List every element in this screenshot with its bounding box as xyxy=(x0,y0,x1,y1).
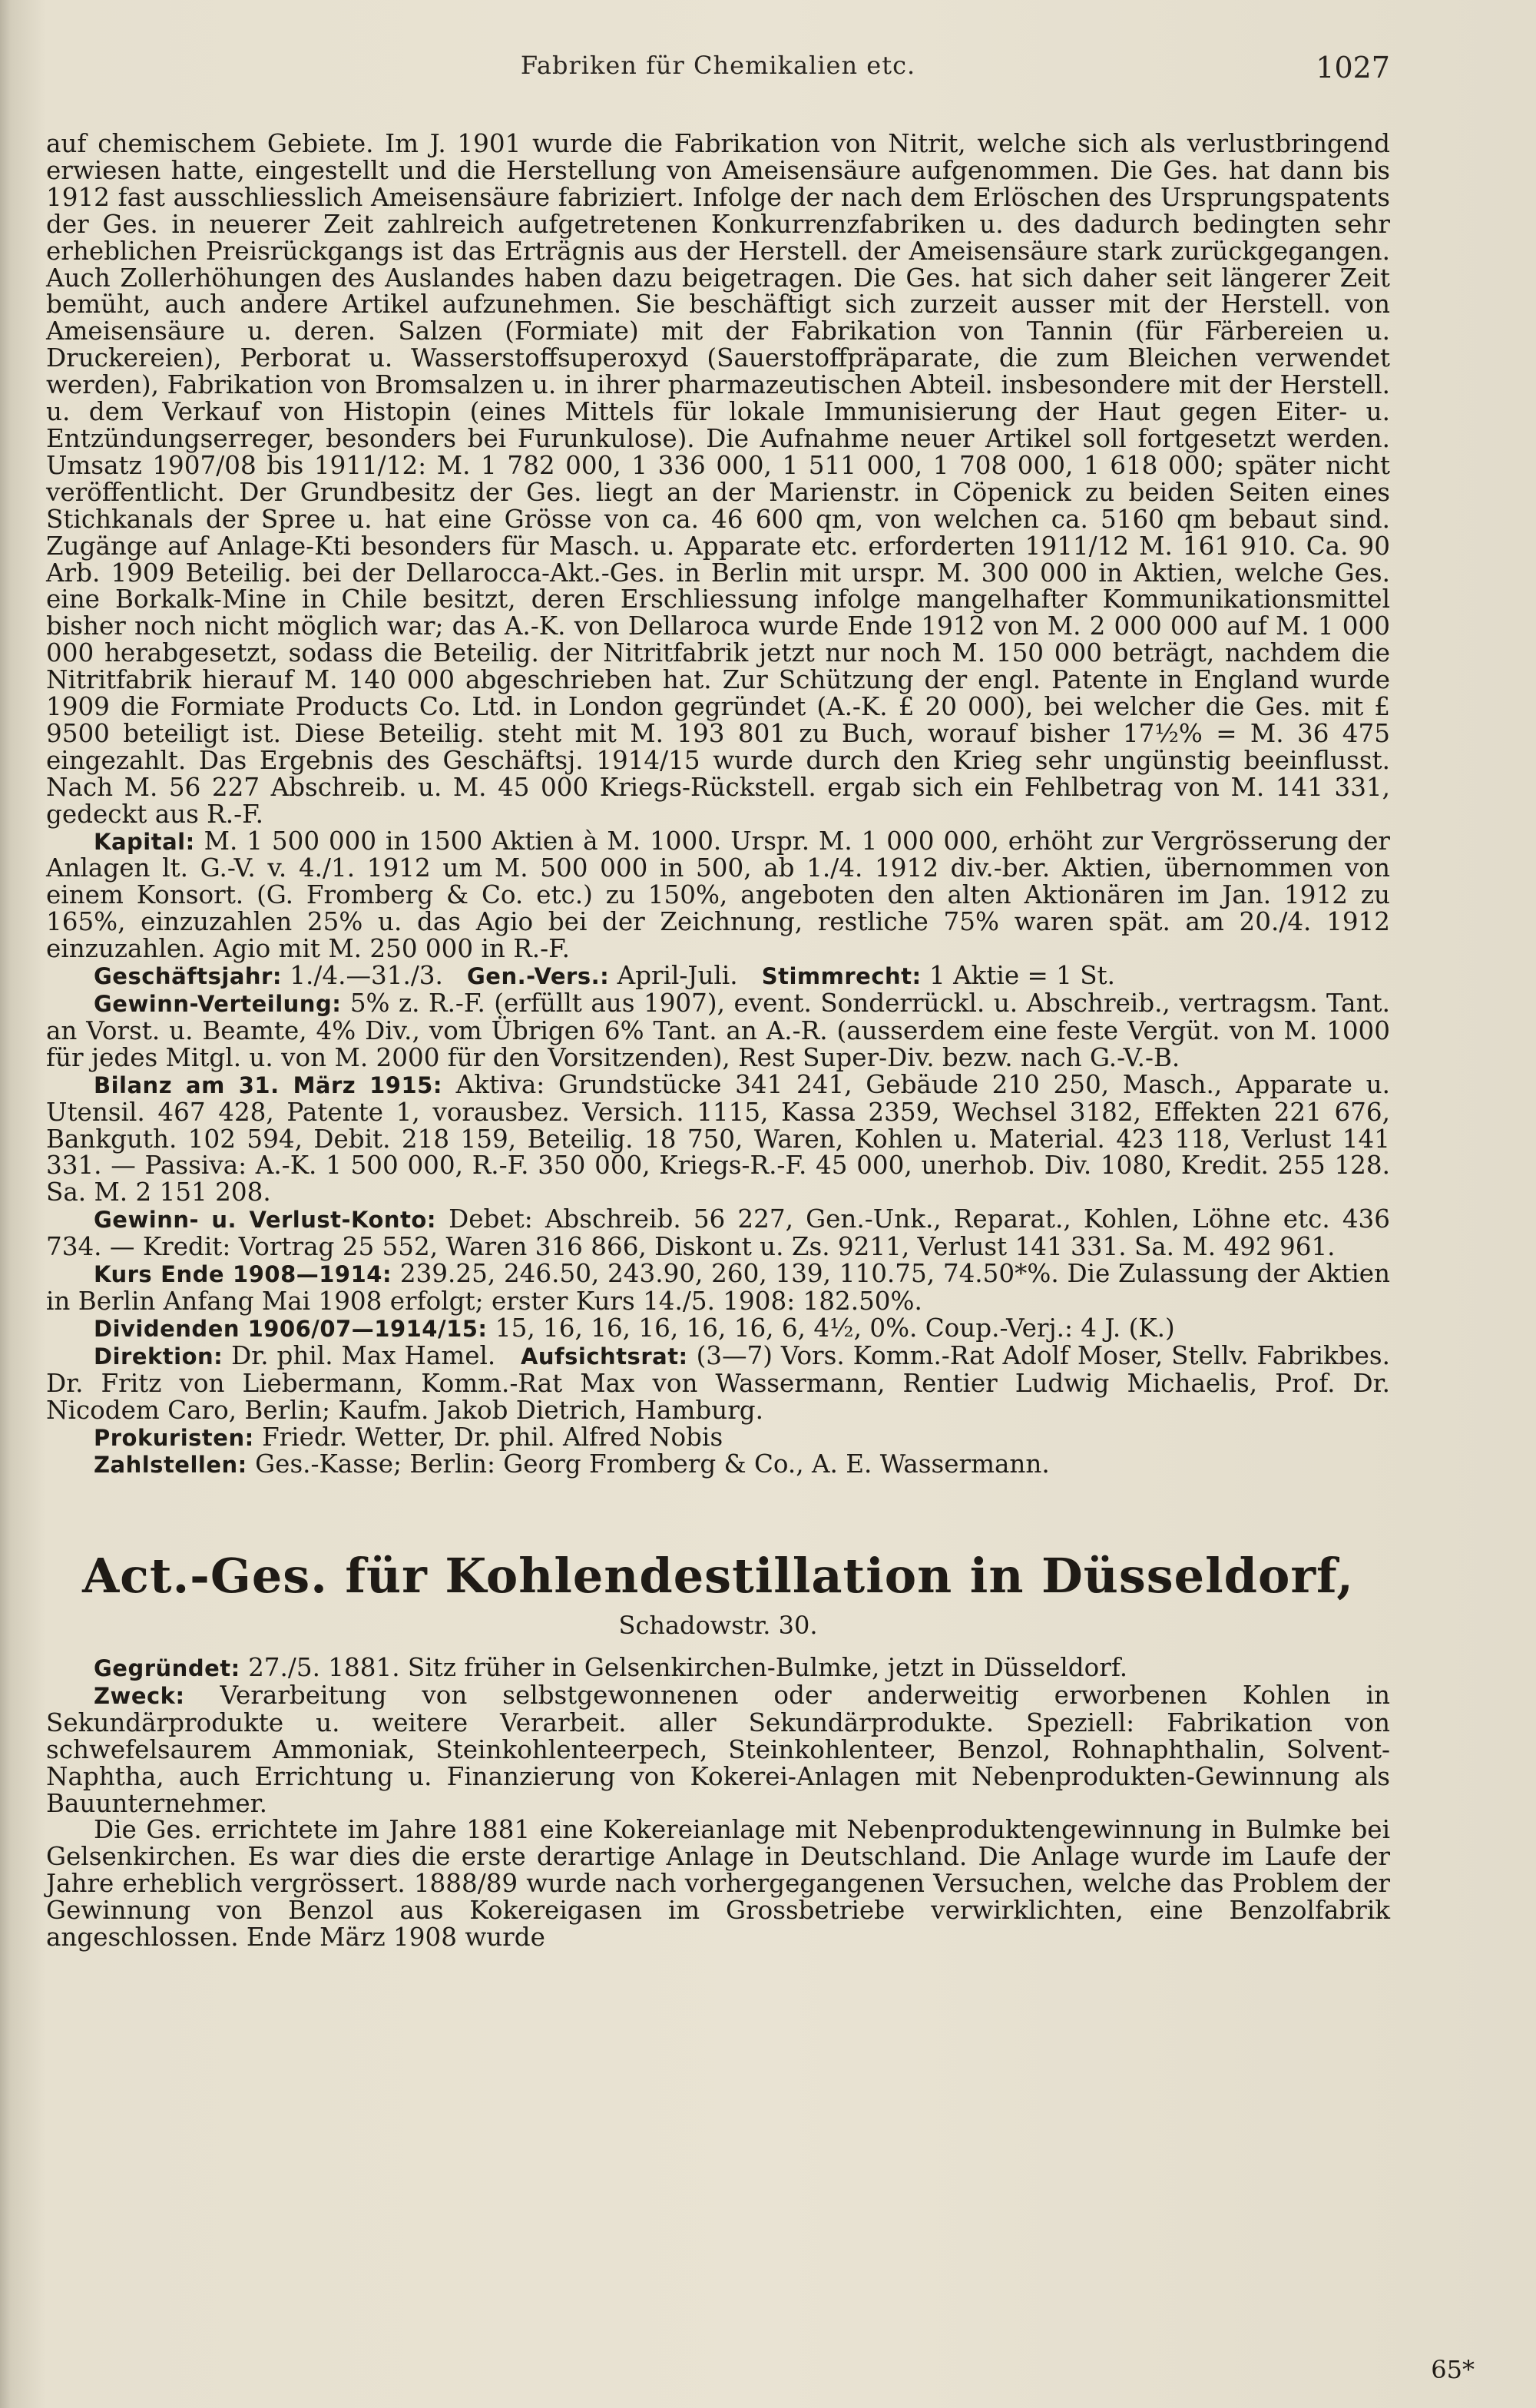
paragraph-kapital xyxy=(46,828,1390,963)
paragraph-zweck xyxy=(46,1682,1390,1817)
running-title: Fabriken für Chemikalien etc. xyxy=(520,51,916,80)
paragraph-history: auf chemischem Gebiete. Im J. 1901 wurde die Fabrikation von Nitrit, welche sich als verlustbringend erwiesen hatte, eingestellt und die Herstellung von Ameisensäure aufgenommen. Die Ges. hat dann bis 1912 fast ausschliesslich Ameisensäure fabriziert. Infolge der nach dem Erlöschen des Ursprungspatents der Ges. in neuerer Zeit zahlreich aufgetretenen Konkurrenzfabriken u. des dadurch bedingten sehr erheblichen Preisrückgangs ist das Erträgnis aus der Herstell. der Ameisensäure stark zurückgegangen. Auch Zollerhöhungen des Auslandes haben dazu beigetragen. Die Ges. hat sich daher seit längerer Zeit bemüht, auch andere Artikel aufzunehmen. Sie beschäftigt sich zurzeit ausser mit der Herstell. von Ameisensäure u. deren. Salzen (Formiate) mit der Fabrikation von Tannin (für Färbereien u. Druckereien), Perborat u. Wasserstoffsuperoxyd (Sauerstoffpräparate, die zum Bleichen verwendet werden), Fabrikation von Bromsalzen u. in ihrer pharmazeutischen Abteil. insbesondere mit der Herstell. u. dem Verkauf von Histopin (eines Mittels für lokale Immunisierung der Haut gegen Eiter- u. Entzündungserreger, besonders bei Furunkulose). Die Aufnahme neuer Artikel soll fortgesetzt werden. Umsatz 1907/08 bis 1911/12: M. 1 782 000, 1 336 000, 1 511 000, 1 708 000, 1 618 000; später nicht veröffentlicht. Der Grundbesitz der Ges. liegt an der Marienstr. in Cöpenick zu beiden Seiten eines Stichkanals der Spree u. hat eine Grösse von ca. 46 600 qm, von welchen ca. 5160 qm bebaut sind. Zugänge auf Anlage-Kti besonders für Masch. u. Apparate etc. erforderten 1911/12 M. 161 910. Ca. 90 Arb. 1909 Beteilig. bei der Dellarocca-Akt.-Ges. in Berlin mit urspr. M. 300 000 in Aktien, welche Ges. eine Borkalk-Mine in Chile besitzt, deren Erschliessung infolge mangelhafter Kommunikationsmittel bisher noch nicht möglich war; das A.-K. von Dellaroca wurde Ende 1912 von M. 2 000 000 auf M. 1 000 000 herabgesetzt, sodass die Beteilig. der Nitritfabrik jetzt nur noch M. 150 000 beträgt, nachdem die Nitritfabrik hierauf M. 140 000 abgeschrieben hat. Zur Schützung der engl. Patente in England wurde 1909 die Formiate Products Co. Ltd. in London gegründet (A.-K. £ 20 000), bei welcher die Ges. mit £ 9500 beteiligt ist. Diese Beteilig. steht mit M. 193 801 zu Buch, worauf bisher 17½% = M. 36 475 eingezahlt. Das Ergebnis des Geschäftsj. 1914/15 wurde durch den Krieg sehr ungünstig beeinflusst. Nach M. 56 227 Abschreib. u. M. 45 000 Kriegs-Rückstell. ergab sich ein Fehlbetrag von M. 141 331, gedeckt aus R.-F. xyxy=(46,129,1390,829)
text-gewinn-verlust: Debet: Abschreib. 56 227, Gen.-Unk., Reparat., Kohlen, Löhne etc. 436 734. — Kredit: Vortrag 25 552, Waren 316 866, Diskont u. Zs. 9211, Verlust 141 331. Sa. M. 492 961. xyxy=(46,1204,1391,1262)
text-gen-vers: April-Juli. xyxy=(617,961,738,991)
paragraph-bilanz xyxy=(46,1069,1391,1207)
paragraph-prokuristen xyxy=(46,1424,1390,1452)
text-prokuristen: Friedr. Wetter, Dr. phil. Alfred Nobis xyxy=(262,1422,723,1452)
text-kurs: 239.25, 246.50, 243.90, 260, 139, 110.75, 74.50*%. Die Zulassung der Aktien in Berlin Anfang Mai 1908 erfolgt; erster Kurs 14./5. 1908: 182.50%. xyxy=(46,1259,1391,1316)
paragraph-company-history: Die Ges. errichtete im Jahre 1881 eine Kokereianlage mit Nebenproduktengewinnung in Bulmke bei Gelsenkirchen. Es war dies die erste derartige Anlage in Deutschland. Die Anlage wurde im Laufe der Jahre erheblich vergrössert. 1888/89 wurde nach vorhergegangenen Versuchen, welche das Problem der Gewinnung von Benzol aus Kokereigasen im Grossbetriebe verwirklichten, eine Benzolfabrik angeschlossen. Ende März 1908 wurde xyxy=(46,1815,1390,1953)
page-number: 1027 xyxy=(1316,51,1390,84)
label-zweck: Zweck: xyxy=(94,1682,185,1709)
label-bilanz: Bilanz am 31. März 1915: xyxy=(94,1072,442,1098)
paragraph-gegruendet xyxy=(46,1654,1390,1682)
label-gewinn-verteilung: Gewinn-Verteilung: xyxy=(94,991,342,1017)
text-direktion: Dr. phil. Max Hamel. xyxy=(231,1340,496,1370)
paragraph-gewinn-verteilung xyxy=(46,990,1390,1072)
label-kurs: Kurs Ende 1908—1914: xyxy=(94,1261,392,1288)
paragraph-direktion xyxy=(46,1340,1391,1425)
text-zweck: Verarbeitung von selbstgewonnenen oder anderweitig erworbenen Kohlen in Sekundärprodukte u. weitere Verarbeit. aller Sekundärprodukte. Speziell: Fabrikation von schwefelsaurem Ammoniak, Steinkohlenteerpech, Steinkohlenteer, Benzol, Rohnaphthalin, Solvent-Naphtha, auch Errichtung u. Finanzierung von Kokerei-Anlagen mit Nebenprodukten-Gewinnung als Bauunternehmer. xyxy=(46,1680,1390,1818)
label-zahlstellen: Zahlstellen: xyxy=(94,1452,247,1479)
label-geschaeftsjahr: Geschäftsjahr: xyxy=(94,963,282,990)
section-kohlendestillation xyxy=(46,1654,1390,1951)
text-bilanz: Aktiva: Grundstücke 341 241, Gebäude 210 250, Masch., Apparate u. Utensil. 467 428, Patente 1, vorausbez. Versich. 1115, Kassa 2359, Wechsel 3182, Effekten 221 676, Bankguth. 102 594, Debit. 218 159, Beteilig. 18 750, Waren, Kohlen u. Material. 423 118, Verlust 141 331. — Passiva: A.-K. 1 500 000, R.-F. 350 000, Kriegs-R.-F. 45 000, unerhob. Div. 1080, Kredit. 255 128. Sa. M. 2 151 208. xyxy=(46,1069,1391,1207)
label-aufsichtsrat: Aufsichtsrat: xyxy=(520,1343,688,1370)
label-prokuristen: Prokuristen: xyxy=(94,1424,254,1451)
text-geschaeftsjahr: 1./4.—31./3. xyxy=(290,961,443,991)
text-aufsichtsrat: (3—7) Vors. Komm.-Rat Adolf Moser, Stellv. Fabrikbes. Dr. Fritz von Liebermann, Komm.-Rat Max von Wassermann, Rentier Ludwig Michaelis, Prof. Dr. Nicodem Caro, Berlin; Kaufm. Jakob Dietrich, Hamburg. xyxy=(46,1340,1391,1425)
paragraph-dividenden xyxy=(46,1315,1390,1343)
text-stimmrecht: 1 Aktie = 1 St. xyxy=(929,961,1115,991)
label-gegruendet: Gegründet: xyxy=(94,1655,240,1681)
paragraph-zahlstellen xyxy=(46,1451,1390,1479)
signature-mark: 65* xyxy=(1431,2355,1475,2384)
label-dividenden: Dividenden 1906/07—1914/15: xyxy=(94,1315,488,1342)
company-heading xyxy=(46,1545,1390,1644)
paragraph-kurs xyxy=(46,1260,1390,1315)
text-kapital: M. 1 500 000 in 1500 Aktien à M. 1000. Urspr. M. 1 000 000, erhöht zur Vergrösserung der Anlagen lt. G.-V. v. 4./1. 1912 um M. 500 000 in 500, ab 1./4. 1912 div.-ber. Aktien, übernommen von einem Konsort. (G. Fromberg & Co. etc.) zu 150%, angeboten den alten Aktionären im Jan. 1912 zu 165%, einzuzahlen 25% u. das Agio bei der Zeichnung, restliche 75% waren spät. am 20./4. 1912 einzuzahlen. Agio mit M. 250 000 in R.-F. xyxy=(46,826,1390,964)
label-gen-vers: Gen.-Vers.: xyxy=(466,963,610,990)
text-zahlstellen: Ges.-Kasse; Berlin: Georg Fromberg & Co., A. E. Wassermann. xyxy=(255,1449,1050,1479)
label-kapital: Kapital: xyxy=(94,828,195,855)
label-gewinn-verlust: Gewinn- u. Verlust-Konto: xyxy=(94,1207,436,1234)
text-dividenden: 15, 16, 16, 16, 16, 16, 6, 4½, 0%. Coup.-Verj.: 4 J. (K.) xyxy=(495,1313,1175,1343)
text-gewinn-verteilung: 5% z. R.-F. (erfüllt aus 1907), event. Sonderrückl. u. Abschreib., vertragsm. Tant. an Vorst. u. Beamte, 4% Div., vom Übrigen 6% Tant. an A.-R. (ausserdem eine feste Vergüt. von M. 1000 für jedes Mitgl. u. von M. 2000 für den Vorsitzenden), Rest Super-Div. bezw. nach G.-V.-B. xyxy=(46,989,1391,1072)
company-name: Act.-Ges. für Kohlendestillation in Düsseldorf, xyxy=(82,1548,1354,1604)
paragraph-gewinn-verlust xyxy=(46,1206,1390,1260)
label-direktion: Direktion: xyxy=(94,1343,223,1370)
label-stimmrecht: Stimmrecht: xyxy=(761,963,922,990)
paragraph-geschaeftsjahr xyxy=(46,962,1390,990)
section-chemikalien-continued xyxy=(46,131,1390,1479)
text-gegruendet: 27./5. 1881. Sitz früher in Gelsenkirchen-Bulmke, jetzt in Düsseldorf. xyxy=(248,1653,1128,1682)
company-address: Schadowstr. 30. xyxy=(618,1611,818,1640)
running-header xyxy=(46,51,1390,88)
